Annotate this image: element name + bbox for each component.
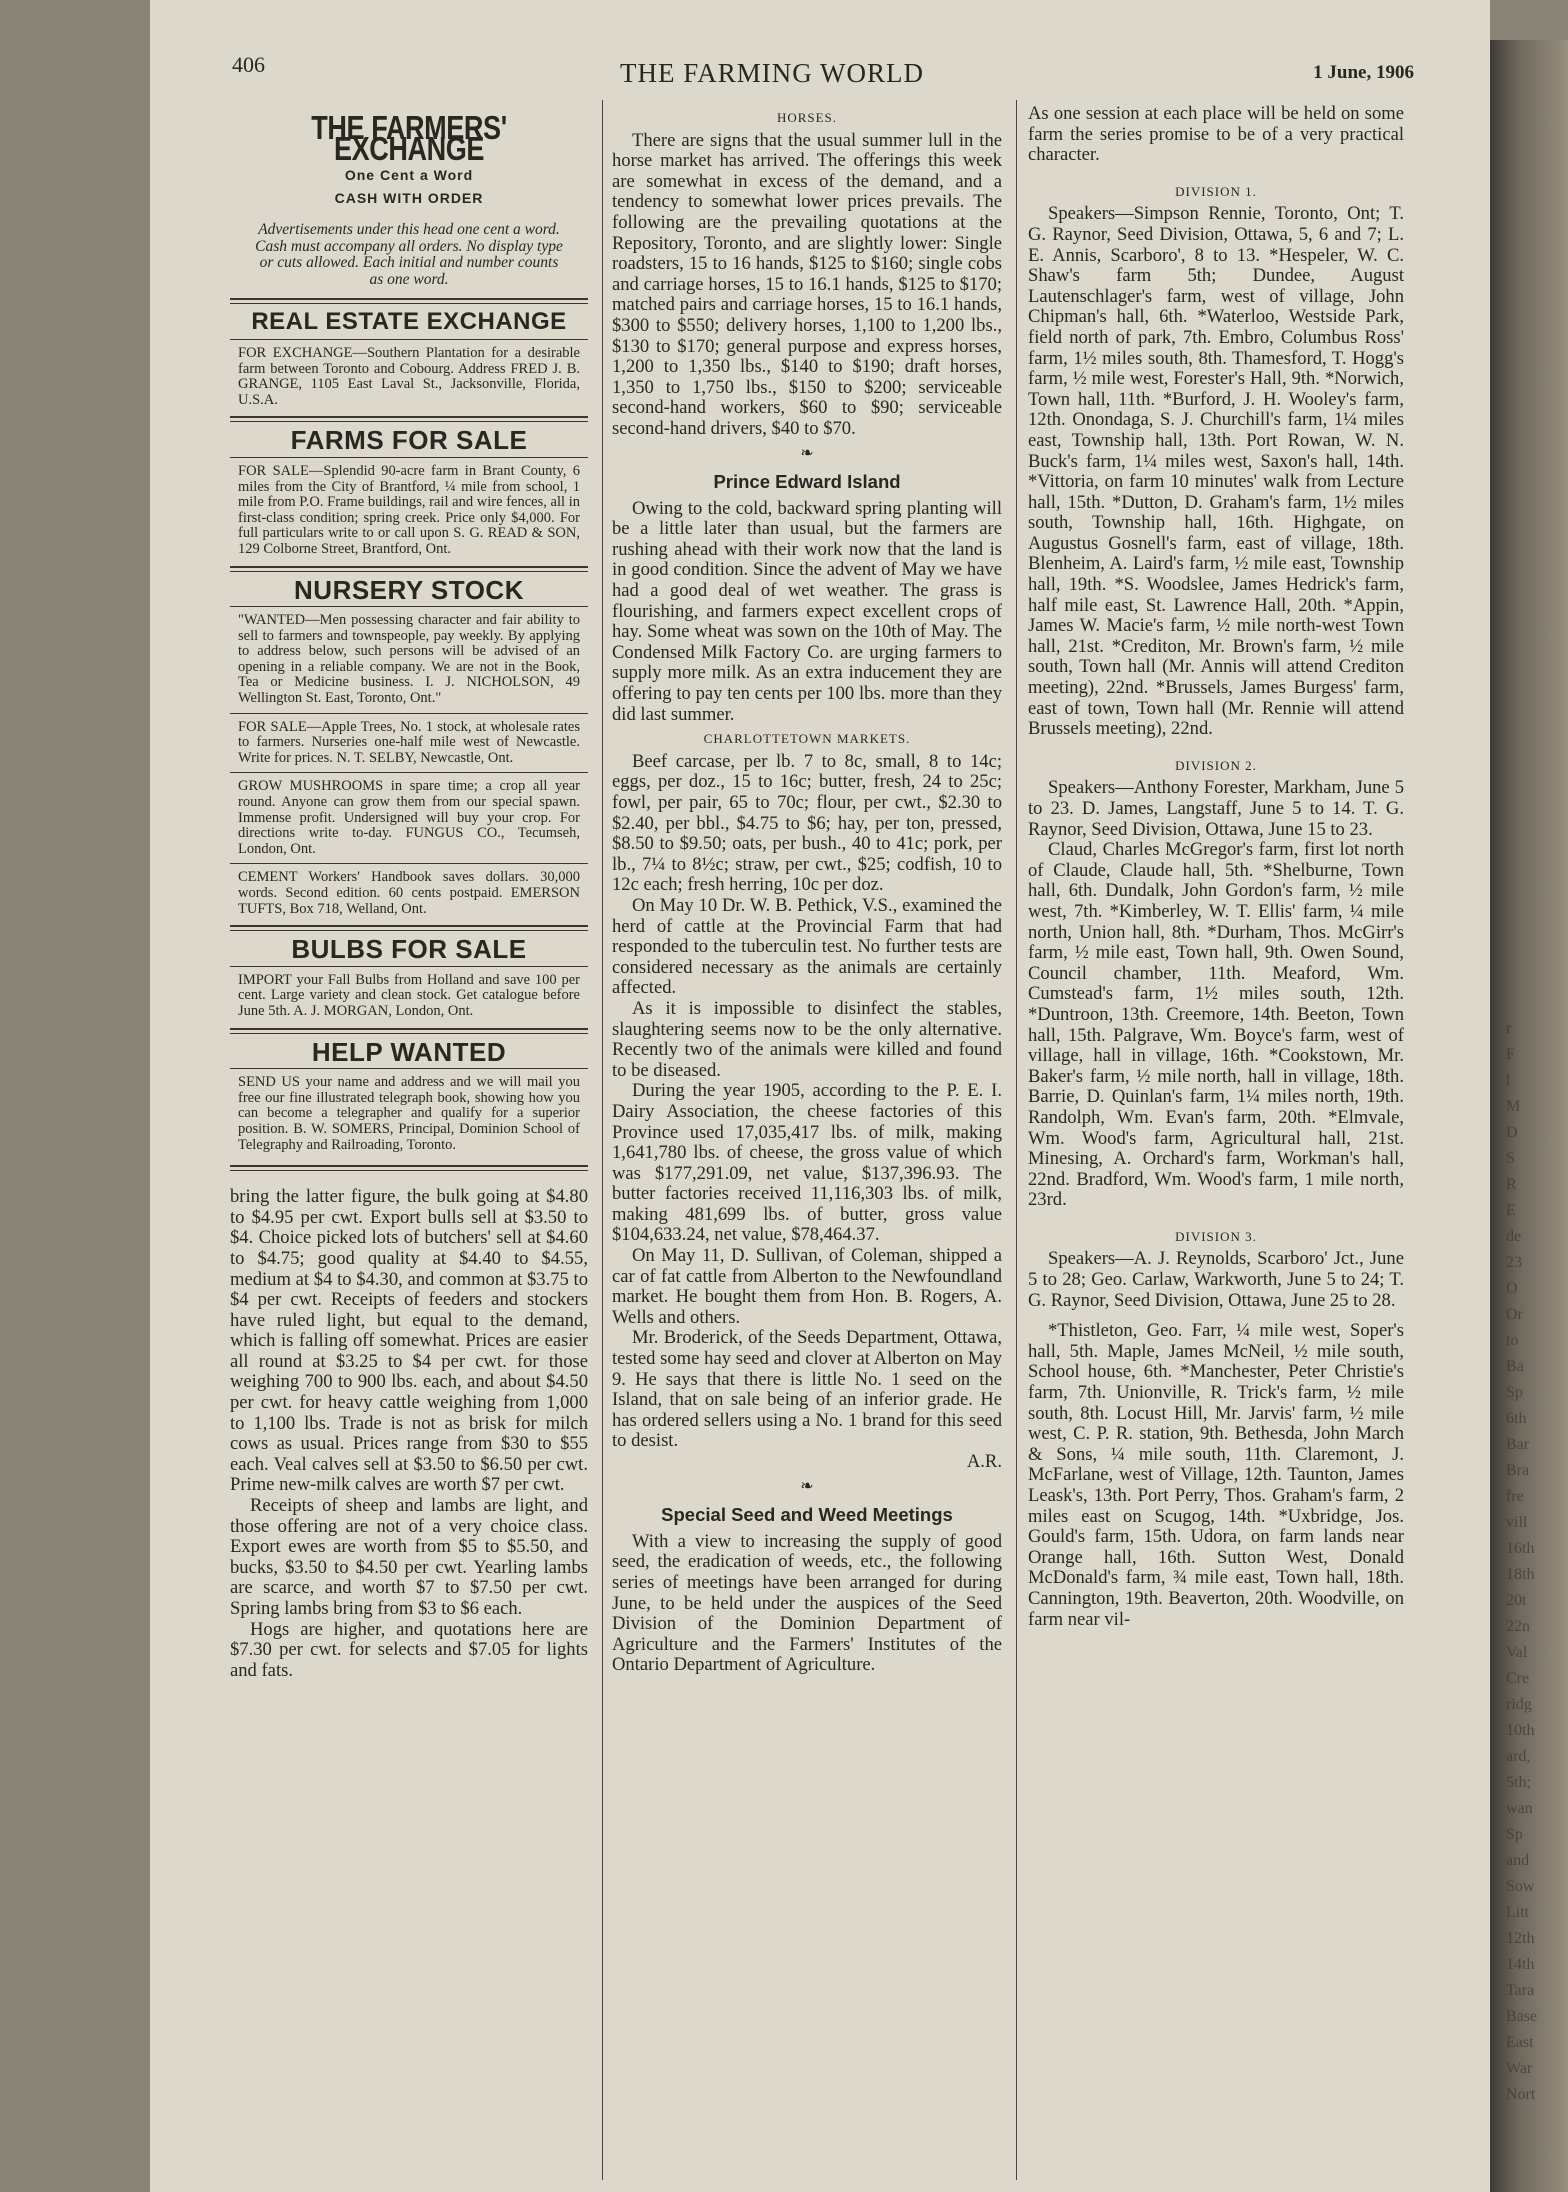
- adjacent-page-fragment: F: [1506, 1046, 1515, 1063]
- nursery-ad-1: "WANTED—Men possessing character and fair ability to sell to farmers and townspeople, pay weekly. By applying to address below, such persons will be advised of an opening in a reliable company. We are not in the Book, Tea or Medicine business. I. J. NICHOLSON, 49 Wellington St. East, Toronto, Ont.": [238, 612, 580, 707]
- real-estate-heading: REAL ESTATE EXCHANGE: [251, 308, 567, 336]
- charlottetown-paragraph-6: Mr. Broderick, of the Seeds Department, Ottawa, tested some hay seed and clover at Alberton on May 9. He says that there is little No. 1 seed on the Island, that on sale being of an inferior grade. He has ordered sellers using a No. 1 brand for this seed to desist.: [612, 1327, 1002, 1452]
- page-header: [150, 52, 1490, 92]
- market-paragraph-1: bring the latter figure, the bulk going at $4.80 to $4.95 per cwt. Export bulls sell at $3.50 to $4. Choice picked lots of butchers' sell at $4.60 to $4.75; good quality at $4.40 to $4.55, medium at $4 to $4.30, and common at $3.75 to $4 per cwt. Receipts of feeders and stockers have ruled light, but equal to the demand, which is falling off somewhat. Prices are easier all round at $3.25 to $4 per cwt. for those weighing 700 to 900 lbs. each, and about $4.50 per cwt. for heavy cattle weighing from 1,000 to 1,100 lbs. Trade is not as brisk for milch cows as usual. Prices range from $30 to $55 each. Veal calves sell at $3.50 to $6.50 per cwt. Prime new-milk calves are worth $7 per cwt.: [230, 1186, 588, 1496]
- adjacent-page-fragment: Base: [1506, 2008, 1538, 2025]
- intro-paragraph: As one session at each place will be held on some farm the series promise to be of a very practical character.: [1028, 103, 1404, 166]
- divider: [230, 713, 588, 714]
- adjacent-page-fragment: Sp: [1506, 1384, 1523, 1401]
- adjacent-page-fragment: 14th: [1506, 1956, 1535, 1973]
- bulbs-heading: BULBS FOR SALE: [291, 934, 527, 965]
- newspaper-page: [150, 0, 1490, 2192]
- nursery-ad-2: FOR SALE—Apple Trees, No. 1 stock, at wholesale rates to farmers. Nurseries one-half mile west of Newcastle. Write for prices. N. T. SELBY, Newcastle, Ont.: [238, 718, 580, 766]
- author-signature: A.R.: [966, 1451, 1002, 1472]
- column-meetings: [1028, 104, 1404, 1630]
- adjacent-page-fragment: Litt: [1506, 1904, 1530, 1921]
- seed-meetings-heading: Special Seed and Weed Meetings: [661, 1504, 953, 1526]
- exchange-note: Advertisements under this head one cent a word. Cash must accompany all orders. No display type or cuts allowed. Each initial and number counts as one word.: [255, 221, 563, 288]
- column-divider-left: [602, 100, 603, 2180]
- column-news: [612, 104, 1002, 1676]
- farms-ad: FOR SALE—Splendid 90-acre farm in Brant County, 6 miles from the City of Brantford, ¼ mile from school, 1 mile from P.O. Frame buildings, rail and wire fences, all in first-class condition; spring creek. Price only $4,000. For full particulars write to or call upon S. G. READ & SON, 129 Colborne Street, Brantford, Ont.: [238, 462, 580, 557]
- exchange-title: THE FARMERS' EXCHANGE: [311, 109, 507, 167]
- nursery-ad-3: GROW MUSHROOMS in spare time; a crop all year round. Anyone can grow them from our special spawn. Immense profit. Undersigned will buy your crop. For directions write to-day. FUNGUS CO., Tecumseh, London, Ont.: [238, 778, 580, 857]
- divider: [230, 925, 588, 931]
- adjacent-page-fragment: 12th: [1506, 1930, 1535, 1947]
- adjacent-page-fragment: ard,: [1506, 1748, 1531, 1765]
- column-divider-right: [1016, 100, 1017, 2180]
- divider: [230, 457, 588, 458]
- division-2-heading: DIVISION 2.: [1175, 757, 1257, 773]
- charlottetown-paragraph-2: On May 10 Dr. W. B. Pethick, V.S., examined the herd of cattle at the Provincial Farm that had responded to the tuberculin test. No further tests are considered necessary as the animals are certainly affected.: [612, 894, 1002, 999]
- ornament: ❧: [800, 444, 814, 462]
- market-paragraph-2: Receipts of sheep and lambs are light, and those offering are not of a very choice class. Export ewes are worth from $5 to $5.50, and bucks, $3.50 to $4.50 per cwt. Yearling lambs are scarce, and worth $7 to $7.50 per cwt. Spring lambs bring from $3 to $6 each.: [230, 1495, 588, 1619]
- adjacent-page-fragment: Sp: [1506, 1826, 1523, 1843]
- divider: [230, 966, 588, 967]
- divider: [230, 339, 588, 340]
- charlottetown-paragraph-3: As it is impossible to disinfect the stables, slaughtering seems now to be the only alternative. Recently two of the animals were killed and found to be diseased.: [612, 997, 1002, 1081]
- help-wanted-ad: SEND US your name and address and we will mail you free our fine illustrated telegraph book, showing how you can become a telegrapher and qualify for a superior position. B. W. SOMERS, Principal, Dominion School of Telegraphy and Railroading, Toronto.: [238, 1074, 580, 1153]
- pei-heading: Prince Edward Island: [713, 471, 901, 493]
- divider: [230, 863, 588, 864]
- horses-heading: HORSES.: [776, 110, 838, 125]
- adjacent-page-fragment: M: [1506, 1098, 1521, 1115]
- adjacent-page-fragment: Nort: [1506, 2086, 1536, 2103]
- real-estate-ad: FOR EXCHANGE—Southern Plantation for a desirable farm between Toronto and Cobourg. Address FRED J. B. GRANGE, 1105 East Laval St., Jacksonville, Florida, U.S.A.: [238, 344, 580, 408]
- column-classifieds: [230, 104, 588, 1681]
- adjacent-page-fragment: de: [1506, 1228, 1522, 1245]
- division-1-paragraph: Speakers—Simpson Rennie, Toronto, Ont; T. G. Raynor, Seed Division, Ottawa, 5, 6 and 7; L. E. Annis, Scarboro', 8 to 13. *Hespeler, W. C. Shaw's farm 5th; Dundee, August Lautenschlager's farm, west of village, John Chipman's hall, 6th. *Waterloo, Westside Park, field north of park, 7th. Embro, Columbus Ross' farm, 1½ miles south, 8th. Thamesford, T. Hogg's farm, ½ mile west, Forester's Hall, 9th. *Norwich, Town hall, 11th. *Burford, J. H. Wooley's farm, 12th. Onondaga, S. J. Churchill's farm, 1¼ miles east, Township hall, 13th. Port Rowan, W. N. Buck's farm, 1¼ miles west, Saxon's hall, 14th. *Vittoria, on farm 10 minutes' walk from Lecture hall, 15th. *Dutton, D. Graham's farm, 1½ miles south, Township hall, 16th. Highgate, on Augustus Gosnell's farm, east of village, 18th. Blenheim, A. Laird's farm, ½ mile east, Township hall, 19th. *S. Woodslee, James Hedrick's farm, half mile east, St. Lawrence Hall, 20th. *Appin, James W. Macie's farm, ½ mile north-west Town hall, 21st. *Crediton, Mr. Brown's farm, ½ mile south, Town hall (Mr. Annis will attend Crediton meeting), 22nd. *Brussels, James Burgess' farm, east of town, Town hall (Mr. Rennie will attend Brussels meeting), 22nd.: [1028, 203, 1404, 740]
- division-3-heading: DIVISION 3.: [1175, 1228, 1257, 1244]
- divider: [230, 1068, 588, 1069]
- division-1-heading: DIVISION 1.: [1175, 183, 1257, 199]
- adjacent-page-edge: [1490, 40, 1568, 2192]
- nursery-ad-4: CEMENT Workers' Handbook saves dollars. 30,000 words. Second edition. 60 cents postpaid. EMERSON TUFTS, Box 718, Welland, Ont.: [238, 869, 580, 917]
- adjacent-page-fragment: War: [1506, 2060, 1533, 2077]
- adjacent-page-fragment: 22n: [1506, 1618, 1530, 1635]
- charlottetown-paragraph-1: Beef carcase, per lb. 7 to 8c, small, 8 to 14c; eggs, per doz., 15 to 16c; butter, fresh, 24 to 25c; fowl, per pair, 65 to 70c; flour, per cwt., $2.30 to $2.40, per bbl., $4.75 to $6; hay, per ton, pressed, $8.50 to $9.50; oats, per bush., 40 to 41c; pork, per lb., 7¼ to 8½c; straw, per cwt., $25; codfish, 10 to 12c each; fresh herring, 10c per doz.: [612, 750, 1002, 896]
- pei-paragraph: Owing to the cold, backward spring planting will be a little later than usual, but the farmers are rushing ahead with their work now that the land is in good condition. Since the advent of May we have had a good deal of wet weather. The grass is flourishing, and farmers expect excellent crops of hay. Some wheat was sown on the 10th of May. The Condensed Milk Factory Co. are urging farmers to supply more milk. As an extra inducement they are offering to pay ten cents per 100 lbs. more than they did last summer.: [612, 497, 1002, 725]
- adjacent-page-fragment: and: [1506, 1852, 1530, 1869]
- adjacent-page-fragment: Tara: [1506, 1982, 1535, 1999]
- division-2-speakers: Speakers—Anthony Forester, Markham, June 5 to 23. D. James, Langstaff, June 5 to 14. T. G. Raynor, Seed Division, Ottawa, June 15 to 23.: [1028, 777, 1404, 840]
- farms-heading: FARMS FOR SALE: [290, 425, 528, 456]
- divider: [230, 416, 588, 422]
- adjacent-page-fragment: Val: [1506, 1644, 1528, 1661]
- adjacent-page-fragment: vill: [1506, 1514, 1528, 1531]
- adjacent-page-fragment: 16th: [1506, 1540, 1535, 1557]
- adjacent-page-fragment: E: [1506, 1202, 1516, 1219]
- adjacent-page-fragment: O: [1506, 1280, 1518, 1297]
- adjacent-page-fragment: Bra: [1506, 1462, 1530, 1479]
- ornament: ❧: [800, 1477, 814, 1495]
- divider: [230, 1028, 588, 1034]
- adjacent-page-fragment: 18th: [1506, 1566, 1535, 1583]
- divider: [230, 1165, 588, 1171]
- divider: [230, 298, 588, 304]
- adjacent-page-fragment: 6th: [1506, 1410, 1527, 1427]
- adjacent-page-fragment: 10th: [1506, 1722, 1535, 1739]
- adjacent-page-fragment: Bar: [1506, 1436, 1530, 1453]
- bulbs-ad: IMPORT your Fall Bulbs from Holland and save 100 per cent. Large variety and clean stock. Get catalogue before June 5th. A. J. MORGAN, London, Ont.: [238, 971, 580, 1019]
- nursery-heading: NURSERY STOCK: [294, 574, 524, 605]
- masthead-title: THE FARMING WORLD: [620, 58, 924, 88]
- adjacent-page-fragment: R: [1506, 1176, 1517, 1193]
- divider: [230, 606, 588, 607]
- division-2-paragraph: Claud, Charles McGregor's farm, first lot north of Claude, Claude hall, 5th. *Shelburne, Town hall, 6th. Dundalk, John Gordon's farm, ½ mile west, 7th. *Kimberley, W. T. Ellis' farm, ¼ mile north, Union hall, 8th. *Durham, Thos. McGirr's farm, ½ mile east, Town hall, 9th. Owen Sound, Council chamber, 11th. Meaford, Wm. Cumstead's farm, 1½ miles south, 12th. *Duntroon, 13th. Creemore, 14th. Beeton, Town hall, 15th. Palgrave, Wm. Boyce's farm, west of village, hall in village, 16th. *Cookstown, Mr. Baker's farm, ½ mile north, hall in village, 18th. Barrie, D. Quinlan's farm, 1¼ miles north, 19th. Randolph, Wm. Evan's farm, 20th. *Elmvale, Wm. Wood's farm, Agricultural hall, 21st. Minesing, A. Orchard's farm, Workman's hall, 22nd. Bradford, Wm. Wood's farm, 1 mile north, 23rd.: [1028, 839, 1404, 1211]
- charlottetown-paragraph-5: On May 11, D. Sullivan, of Coleman, shipped a car of fat cattle from Alberton to the Newfoundland market. He bought them from Hon. B. Rogers, A. Wells and others.: [612, 1245, 1002, 1328]
- adjacent-page-fragment: Or: [1506, 1306, 1523, 1323]
- division-3-paragraph: *Thistleton, Geo. Farr, ¼ mile west, Soper's hall, 5th. Maple, James McNeil, ½ mile south, School house, 6th. *Manchester, Peter Christie's farm, 7th. Unionville, R. Trick's farm, ½ mile south, 8th. Locust Hill, Mr. Jarvis' farm, ½ mile west, C. P. R. station, 9th. Bethesda, John March & Sons, ¼ mile south, 11th. Claremont, J. McFarlane, west of Village, 12th. Taunton, James Leask's, 13th. Port Perry, Thos. Graham's farm, 2 miles east on Scugog, 14th. *Uxbridge, Jos. Gould's farm, 15th. Udora, on farm lands near Orange hall, 16th. Sutton West, Donald McDonald's farm, ¾ mile east, Town hall, 18th. Cannington, 19th. Beaverton, 20th. Woodville, on farm near vil-: [1028, 1320, 1404, 1630]
- help-wanted-heading: HELP WANTED: [311, 1036, 507, 1067]
- division-3-speakers: Speakers—A. J. Reynolds, Scarboro' Jct., June 5 to 28; Geo. Carlaw, Warkworth, June 5 to 24; T. G. Raynor, Seed Division, Ottawa, June 25 to 28.: [1028, 1248, 1404, 1311]
- charlottetown-heading: CHARLOTTETOWN MARKETS.: [703, 731, 911, 747]
- divider: [230, 566, 588, 572]
- divider: [230, 772, 588, 773]
- adjacent-page-fragment: 23: [1506, 1254, 1522, 1271]
- exchange-payment: CASH WITH ORDER: [334, 189, 484, 206]
- exchange-rate: One Cent a Word: [344, 167, 474, 184]
- issue-date: 1 June, 1906: [1313, 62, 1414, 83]
- adjacent-page-fragment: ridg: [1506, 1696, 1532, 1713]
- adjacent-page-fragment: 20t: [1506, 1592, 1527, 1609]
- charlottetown-paragraph-4: During the year 1905, according to the P. E. I. Dairy Association, the cheese factories of this Province used 17,035,417 lbs. of milk, making 1,641,780 lbs. of cheese, the gross value of which was $177,291.09, net value, $137,396.93. The butter factories received 11,116,303 lbs. of milk, making 481,699 lbs. of butter, gross value $104,633.24, net value, $78,464.37.: [612, 1080, 1002, 1246]
- seed-meetings-paragraph: With a view to increasing the supply of good seed, the eradication of weeds, etc., the following series of meetings have been arranged for during June, to be held under the auspices of the Seed Division of the Dominion Department of Agriculture and the Farmers' Institutes of the Ontario Department of Agriculture.: [612, 1530, 1002, 1676]
- horses-paragraph: There are signs that the usual summer lull in the horse market has arrived. The offerings this week are somewhat in excess of the demand, and a tendency to somewhat lower prices prevails. The following are the prevailing quotations at the Repository, Toronto, and are slightly lower: Single roadsters, 15 to 16 hands, $125 to $160; single cobs and carriage horses, 15 to 16.1 hands, $125 to $170; matched pairs and carriage horses, 15 to 16.1 hands, $300 to $550; delivery horses, 1,100 to 1,200 lbs., $130 to $170; general purpose and express horses, 1,200 to 1,350 lbs., $140 to $190; draft horses, 1,350 to 1,750 lbs., $150 to $200; serviceable second-hand workers, $60 to $90; serviceable second-hand drivers, $40 to $70.: [612, 129, 1002, 439]
- adjacent-page-fragment: to: [1506, 1332, 1519, 1349]
- adjacent-page-fragment: r: [1506, 1020, 1512, 1037]
- adjacent-page-fragment: D: [1506, 1124, 1518, 1141]
- adjacent-page-fragment: 5th;: [1506, 1774, 1531, 1791]
- page-number: 406: [232, 52, 265, 77]
- adjacent-page-fragment: Sow: [1506, 1878, 1535, 1895]
- adjacent-page-fragment: Cre: [1506, 1670, 1530, 1687]
- adjacent-page-fragment: Ba: [1506, 1358, 1524, 1375]
- adjacent-page-fragment: S: [1506, 1150, 1515, 1167]
- adjacent-page-fragment: fre: [1506, 1488, 1524, 1505]
- adjacent-page-fragment: wan: [1506, 1800, 1533, 1817]
- market-paragraph-3: Hogs are higher, and quotations here are $7.30 per cwt. for selects and $7.05 for lights and fats.: [230, 1618, 588, 1681]
- adjacent-page-fragment: East: [1506, 2034, 1534, 2051]
- adjacent-page-fragment: l: [1506, 1072, 1511, 1089]
